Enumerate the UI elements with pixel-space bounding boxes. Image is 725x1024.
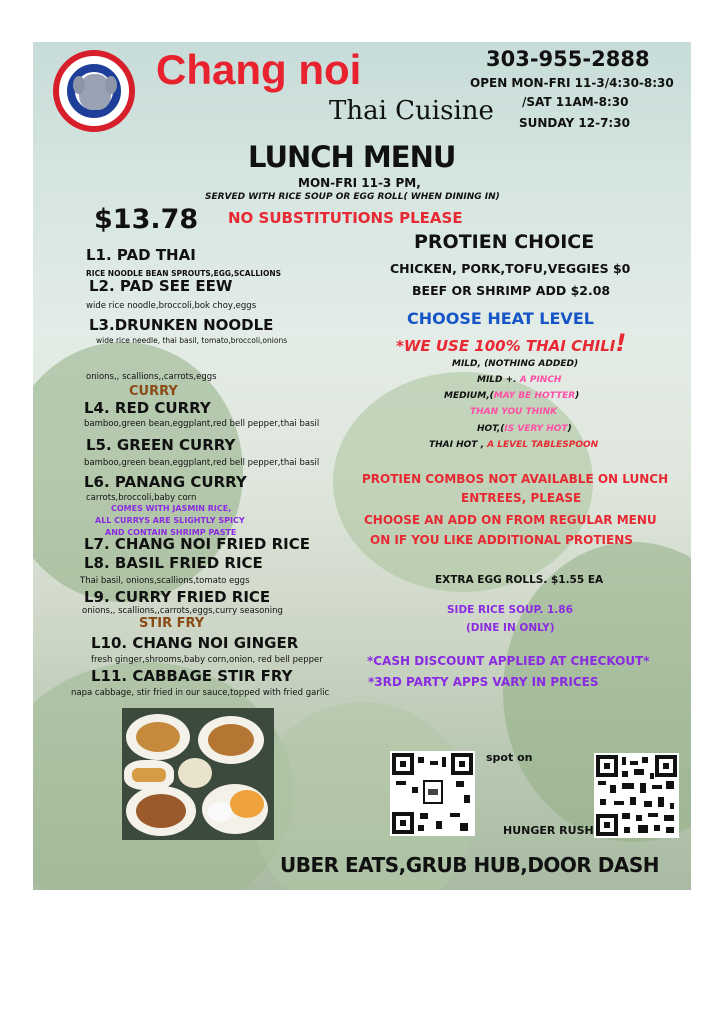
heat-level-medium-note: THAN YOU THINK [470,407,558,417]
logo [53,50,135,132]
heat-level-name: MEDIUM,( [444,391,494,401]
menu-item-l4: L4. RED CURRY [84,399,211,417]
qr-label-spot-on: spot on [486,751,533,764]
heat-level-mild: MILD, (NOTHING ADDED) [452,359,579,369]
hours-line-3: SUNDAY 12-7:30 [519,116,630,130]
heat-level-mild-plus [477,375,561,385]
menu-item-desc: wide rice noodle,broccoli,bok choy,eggs [86,301,257,311]
menu-item-desc: napa cabbage, stir fried in our sauce,topped with fried garlic [71,688,330,698]
menu-item-l8: L8. BASIL FRIED RICE [84,554,263,572]
menu-flyer [33,42,691,890]
protein-line-2: BEEF OR SHRIMP ADD $2.08 [412,283,611,298]
curry-note-line: AND CONTAIN SHRIMP PASTE [105,528,237,537]
no-substitutions: NO SUBSTITUTIONS PLEASE [228,209,463,227]
thai-chili-note [396,329,626,357]
menu-item-desc: onions,, scallions,,carrots,eggs [86,372,217,382]
qr-code-spot-on[interactable] [390,751,475,836]
lunch-price: $13.78 [94,204,199,235]
lunch-menu-title: LUNCH MENU [248,140,456,174]
heat-level-hot [477,424,572,434]
menu-item-desc: carrots,broccoli,baby corn [86,493,197,503]
third-party-note: *3RD PARTY APPS VARY IN PRICES [368,675,599,689]
combos-note-line: CHOOSE AN ADD ON FROM REGULAR MENU [364,513,657,527]
heat-level-thai-hot [429,440,598,450]
heat-level-medium [444,391,579,401]
menu-item-l10: L10. CHANG NOI GINGER [91,634,299,652]
heat-level-note: IS VERY HOT [504,424,568,434]
menu-item-l2: L2. PAD SEE EEW [89,277,233,295]
exclamation-mark: ! [615,329,627,357]
protein-choice-title: PROTIEN CHOICE [414,231,595,253]
heat-level-name: MILD +. [477,375,517,385]
restaurant-name: Chang noi [156,46,362,93]
plate [126,786,196,836]
heat-level-paren: ) [567,424,572,434]
hours-line-2: /SAT 11AM-8:30 [522,95,629,109]
combos-note-line: ENTREES, PLEASE [461,491,582,505]
category-stir-fry: STIR FRY [139,616,205,631]
heat-level-note: A LEVEL TABLESPOON [487,440,599,450]
elephant-ear-icon [105,76,117,94]
heat-level-note: MAY BE HOTTER [493,391,576,401]
menu-item-l5: L5. GREEN CURRY [86,436,236,454]
menu-item-l7: L7. CHANG NOI FRIED RICE [84,535,310,553]
menu-item-desc: bamboo,green bean,eggplant,red bell pepper,thai basil [84,458,320,468]
menu-item-l9: L9. CURRY FRIED RICE [84,588,271,606]
elephant-ear-icon [73,76,85,94]
category-curry: CURRY [129,384,178,399]
cash-discount-note: *CASH DISCOUNT APPLIED AT CHECKOUT* [367,654,650,668]
menu-item-desc: RICE NOODLE BEAN SPROUTS,EGG,SCALLIONS [86,269,282,278]
side-rice-soup: SIDE RICE SOUP. 1.86 [447,604,573,616]
lunch-times: MON-FRI 11-3 PM, [298,176,421,190]
soup-cup [178,758,212,788]
hours-line-1: OPEN MON-FRI 11-3/4:30-8:30 [470,76,674,90]
plate [126,714,190,760]
delivery-services: UBER EATS,GRUB HUB,DOOR DASH [280,853,660,877]
menu-item-l6: L6. PANANG CURRY [84,473,247,491]
extra-egg-rolls: EXTRA EGG ROLLS. $1.55 EA [435,574,604,586]
menu-item-desc: fresh ginger,shrooms,baby corn,onion, red bell pepper [91,655,323,665]
menu-item-l3: L3.DRUNKEN NOODLE [89,316,274,334]
heat-level-note: A PINCH [519,375,562,385]
combos-note-line: ON IF YOU LIKE ADDITIONAL PROTIENS [370,533,633,547]
plate [198,716,264,764]
protein-line-1: CHICKEN, PORK,TOFU,VEGGIES $0 [390,261,631,276]
heat-level-title: CHOOSE HEAT LEVEL [407,309,594,328]
heat-level-paren: ) [575,391,580,401]
qr-label-hunger-rush: HUNGER RUSH [503,824,594,837]
food-photo [122,708,274,840]
curry-note-line: ALL CURRYS ARE SLIGHTLY SPICY [95,516,245,525]
menu-item-desc: onions,, scallions,,carrots,eggs,curry seasoning [82,606,283,616]
phone-number: 303-955-2888 [486,47,650,71]
served-with-note: SERVED WITH RICE SOUP OR EGG ROLL( WHEN DINING IN) [205,192,500,202]
curry-note-line: COMES WITH JASMIN RICE, [111,504,232,513]
menu-item-desc: bamboo,green bean,eggplant,red bell pepper,thai basil [84,419,320,429]
heat-level-name: HOT,( [477,424,505,434]
restaurant-subtitle: Thai Cuisine [329,96,494,126]
plate [202,784,268,834]
menu-item-l11: L11. CABBAGE STIR FRY [91,667,293,685]
combos-note-line: PROTIEN COMBOS NOT AVAILABLE ON LUNCH [362,472,669,486]
heat-level-name: THAI HOT , [429,440,484,450]
menu-item-desc: Thai basil, onions,scallions,tomato eggs [80,576,250,586]
dine-in-only: (DINE IN ONLY) [466,622,555,634]
menu-item-l1: L1. PAD THAI [86,246,196,264]
menu-item-desc: wide rice needle, thai basil, tomato,broccoli,onions [96,336,288,345]
qr-code-hunger-rush[interactable] [594,753,679,838]
thai-chili-text: *WE USE 100% THAI CHILI [396,337,616,355]
